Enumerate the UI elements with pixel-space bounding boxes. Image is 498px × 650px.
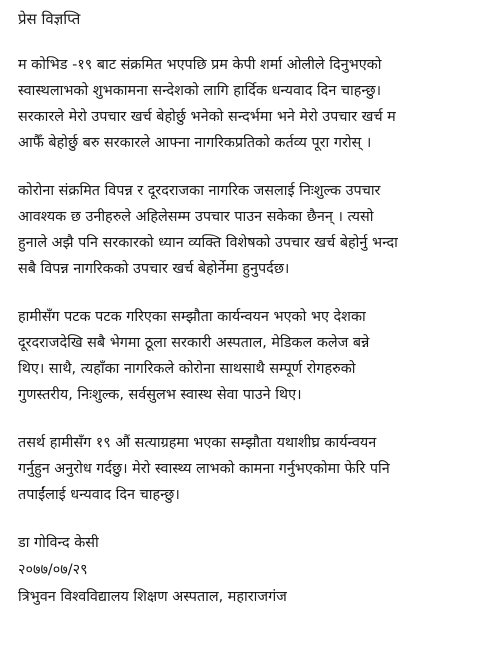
paragraph-line: आवश्यक छ उनीहरुले अहिलेसम्म उपचार पाउन सकेका छैनन् । त्यसो (18, 209, 374, 225)
paragraph-4 (18, 430, 488, 508)
paragraph-line: कोरोना संक्रमित विपन्न र दूरदराजका नागरिक जसलाई निःशुल्क उपचार (18, 183, 381, 199)
signature-date: २०७७/०७/२९ (18, 562, 88, 578)
signatory-name: डा गोविन्द केसी (18, 535, 99, 551)
paragraph-line: गर्नुहुन अनुरोध गर्दछु। मेरो स्वास्थ्य लाभको कामना गर्नुभएकोमा फेरि पनि (18, 461, 390, 477)
paragraph-line: आफैँ बेहोर्छु बरु सरकारले आफ्ना नागरिकप्रतिको कर्तव्य पूरा गरोस् । (18, 135, 372, 151)
paragraph-line: सबै विपन्न नागरिकको उपचार खर्च बेहोर्नेमा हुनुपर्दछ। (18, 261, 290, 277)
paragraph-line: तपाईंलाई धन्यवाद दिन चाहन्छु। (18, 487, 180, 503)
paragraph-line: स्वास्थलाभको शुभकामना सन्देशको लागि हार्दिक धन्यवाद दिन चाहन्छु। (18, 83, 382, 99)
paragraph-2 (18, 178, 488, 282)
paragraph-line: हामीसँग पटक पटक गरिएका सम्झौता कार्यन्वयन भएको भए देशका (18, 309, 366, 325)
signature-block (18, 530, 488, 611)
paragraph-3 (18, 304, 488, 408)
paragraph-1 (18, 52, 488, 156)
paragraph-line: दूरदराजदेखि सबै भेगमा ठूला सरकारी अस्पताल, मेडिकल कलेज बन्ने (18, 335, 370, 351)
paragraph-line: गुणस्तरीय, निःशुल्क, सर्वसुलभ स्वास्थ सेवा पाउने थिए। (18, 387, 302, 403)
paragraph-line: हुनाले अझै पनि सरकारको ध्यान व्यक्ति विशेषको उपचार खर्च बेहोर्नु भन्दा (18, 235, 398, 251)
paragraph-line: तसर्थ हामीसँग १९ औं सत्याग्रहमा भएका सम्झौता यथाशीघ्र कार्यन्वयन (18, 435, 377, 451)
paragraph-line: थिए। साथै, त्यहाँका नागरिकले कोरोना साथसाथै सम्पूर्ण रोगहरुको (18, 361, 356, 377)
document-title: प्रेस विज्ञप्ति (18, 10, 81, 28)
press-release-document (18, 6, 488, 611)
signature-location: त्रिभुवन विश्वविद्यालय शिक्षण अस्पताल, महाराजगंज (18, 589, 287, 605)
paragraph-line: म कोभिड -१९ बाट संक्रमित भएपछि प्रम केपी शर्मा ओलीले दिनुभएको (18, 57, 382, 73)
paragraph-line: सरकारले मेरो उपचार खर्च बेहोर्छु भनेको सन्दर्भमा भने मेरो उपचार खर्च म (18, 109, 396, 125)
